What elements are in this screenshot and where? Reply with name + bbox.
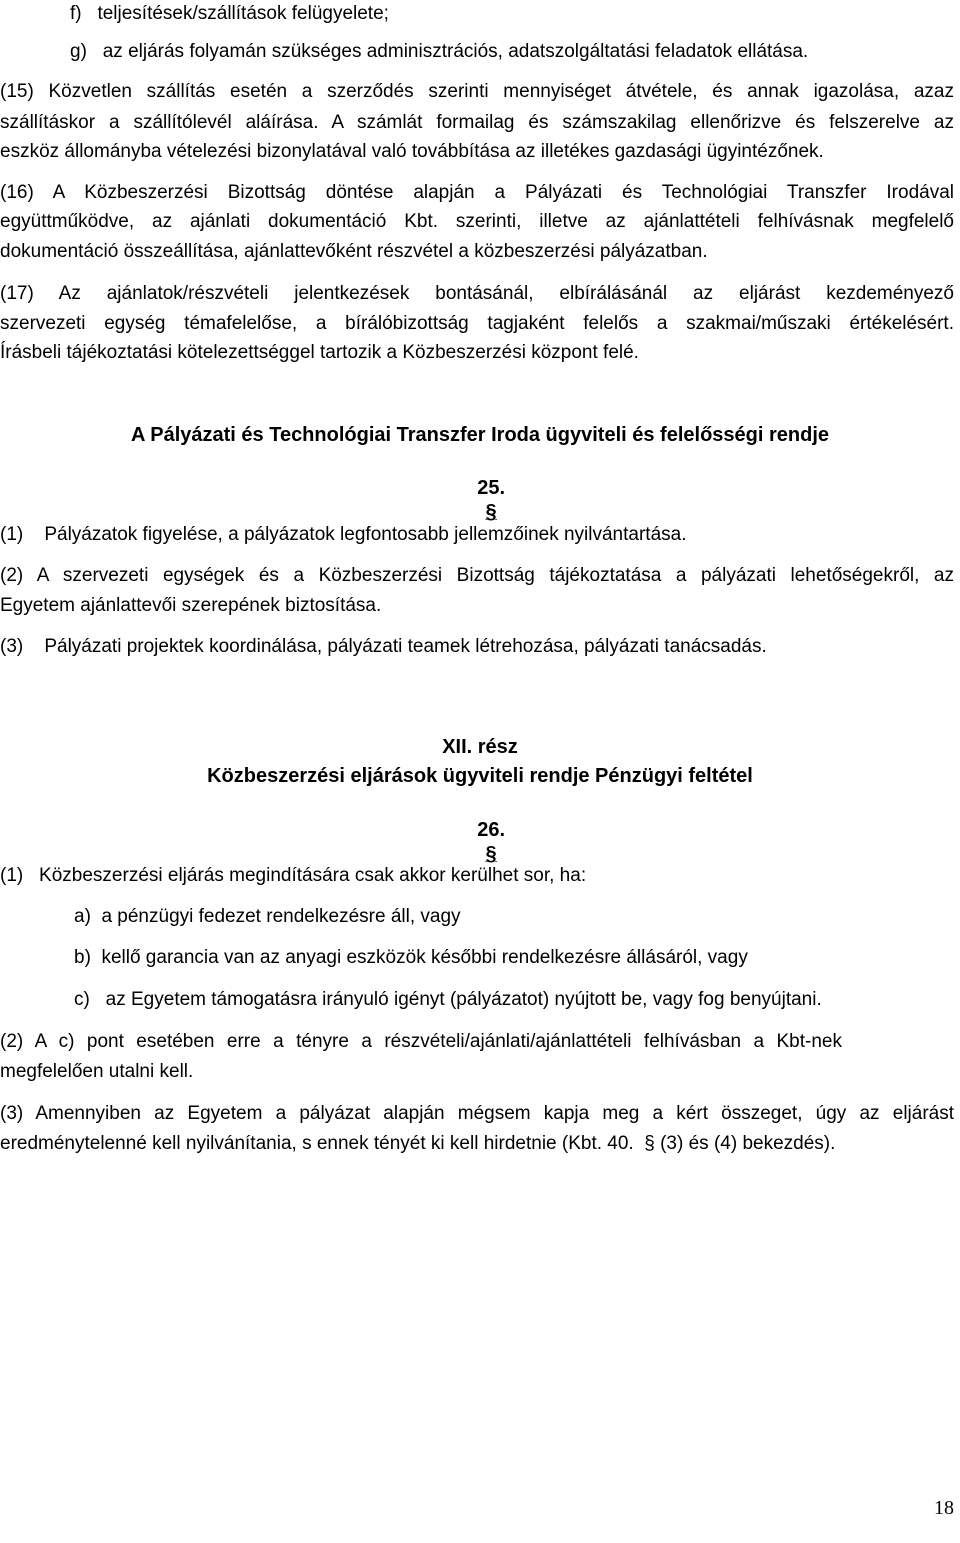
paragraph-17-line-3: Írásbeli tájékoztatási kötelezettséggel tartozik a Közbeszerzési központ felé. xyxy=(0,342,639,363)
paragraph-15-line-1: (15) Közvetlen szállítás esetén a szerződés szerinti mennyiséget átvétele, és annak igazolása, azaz xyxy=(0,81,954,102)
paragraph-number-text: 26. xyxy=(477,819,506,841)
condition-c: c) az Egyetem támogatásra irányuló igényt (pályázatot) nyújtott be, vagy fog benyújtani. xyxy=(74,989,822,1010)
paragraph-16-line-1: (16) A Közbeszerzési Bizottság döntése alapján a Pályázati és Technológiai Transzfer Irodával xyxy=(0,182,954,203)
condition-b: b) kellő garancia van az anyagi eszközök későbbi rendelkezésre állásáról, vagy xyxy=(74,947,748,968)
list-item-f: f) teljesítések/szállítások felügyelete; xyxy=(70,3,389,24)
section-heading: A Pályázati és Technológiai Transzfer Iroda ügyviteli és felelősségi rendje xyxy=(130,424,830,446)
item-2-line-2: Egyetem ajánlattevői szerepének biztosítása. xyxy=(0,595,382,616)
paragraph-15-line-2: szállításkor a szállítólevél aláírása. A számlát formailag és számszakilag ellenőrizve és felszerelve az xyxy=(0,112,954,133)
condition-intro: (1) Közbeszerzési eljárás megindítására csak akkor kerülhet sor, ha: xyxy=(0,865,587,886)
paragraph-17-line-2: szervezeti egység témafelelőse, a bírálóbizottság tagjaként felelős a szakmai/műszaki értékelésért. xyxy=(0,313,954,334)
section-number xyxy=(0,452,960,523)
section-number-text: 25. xyxy=(477,477,506,499)
condition-a: a) a pénzügyi fedezet rendelkezésre áll, vagy xyxy=(74,906,461,927)
item-2-line-1: (2) A szervezeti egységek és a Közbeszerzési Bizottság tájékoztatása a pályázati lehetőségekről, az xyxy=(0,565,954,586)
part-heading: XII. rész xyxy=(442,736,518,758)
paragraph-16-line-2: együttműködve, az ajánlati dokumentáció Kbt. szerinti, illetve az ajánlattételi felhívásnak megfelelő xyxy=(0,211,954,232)
part-subheading: Közbeszerzési eljárások ügyviteli rendje Pénzügyi feltétel xyxy=(207,765,753,787)
item-3: (3) Pályázati projektek koordinálása, pályázati teamek létrehozása, pályázati tanácsadás. xyxy=(0,636,767,657)
page-number: 18 xyxy=(934,1497,954,1519)
item-1: (1) Pályázatok figyelése, a pályázatok legfontosabb jellemzőinek nyilvántartása. xyxy=(0,524,687,545)
paragraph-15-line-3: eszköz állományba vételezési bizonylatával való továbbítása az illetékes gazdasági ügyintézőnek. xyxy=(0,141,824,162)
item-3b-line-1: (3) Amennyiben az Egyetem a pályázat alapján mégsem kapja meg a kért összeget, úgy az eljárást xyxy=(0,1103,954,1124)
item-2b-line-1: (2) A c) pont esetében erre a tényre a részvételi/ajánlati/ajánlattételi felhívásban a Kbt-nek xyxy=(0,1031,842,1052)
paragraph-number xyxy=(0,794,960,865)
paragraph-16-line-3: dokumentáció összeállítása, ajánlattevőként részvétel a közbeszerzési pályázatban. xyxy=(0,241,708,262)
section-sign: § xyxy=(485,501,497,523)
paragraph-17-line-1: (17) Az ajánlatok/részvételi jelentkezések bontásánál, elbírálásánál az eljárást kezdeményező xyxy=(0,283,954,304)
paragraph-sign: § xyxy=(485,843,497,865)
item-2b-line-2: megfelelően utalni kell. xyxy=(0,1061,194,1082)
list-item-g: g) az eljárás folyamán szükséges adminisztrációs, adatszolgáltatási feladatok ellátása. xyxy=(70,41,809,62)
item-3b-line-2: eredménytelenné kell nyilvánítania, s ennek tényét ki kell hirdetnie (Kbt. 40. § (3) és (4) bekezdés). xyxy=(0,1133,836,1154)
